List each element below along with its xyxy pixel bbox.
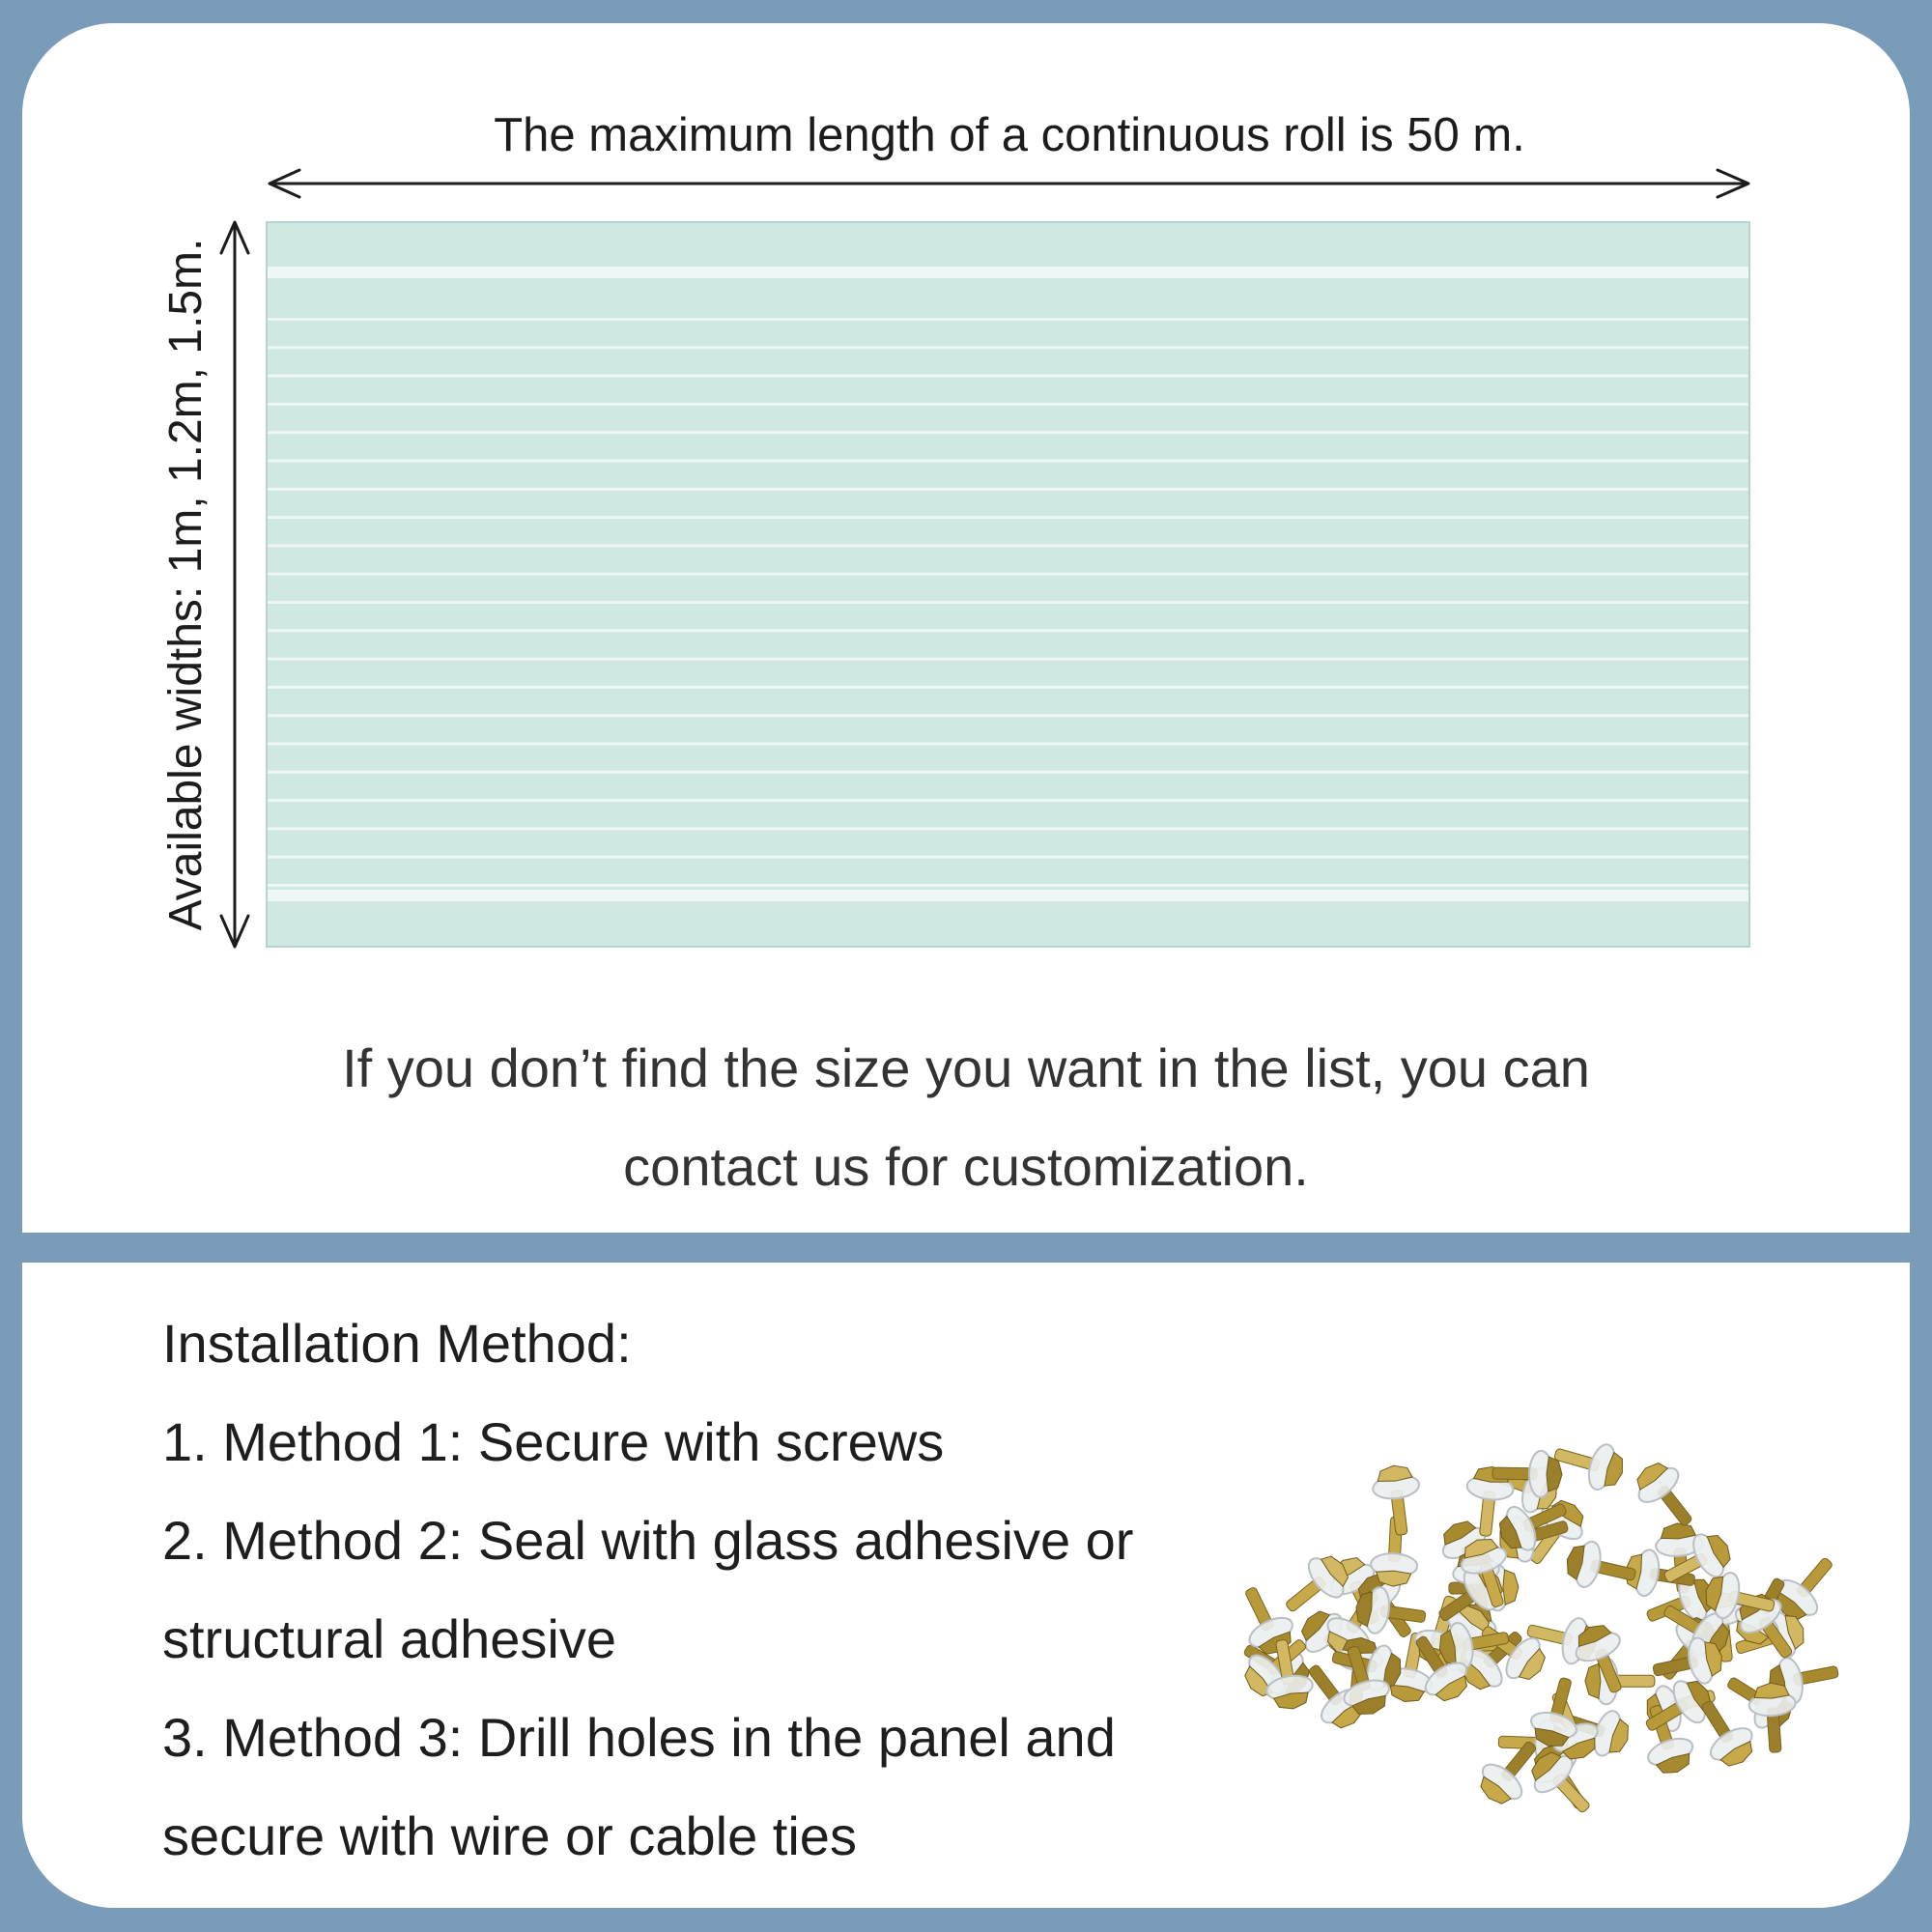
screws-image [1227, 1420, 1845, 1845]
sheet-stripe [268, 318, 1748, 321]
sheet-stripe [268, 375, 1748, 378]
screw [1585, 1658, 1655, 1704]
sheet-stripe [268, 601, 1748, 604]
installation-title: Installation Method: [162, 1313, 632, 1374]
width-label: Available widths: 1m, 1.2m, 1.5m. [160, 238, 212, 931]
sheet-stripe [268, 346, 1748, 349]
sheet-stripe [268, 686, 1748, 689]
sheet-stripe [268, 658, 1748, 661]
sheet-stripe [268, 516, 1748, 519]
sheet-stripe [268, 743, 1748, 746]
sheet-stripe [268, 573, 1748, 576]
sheet-stripe [268, 544, 1748, 547]
length-label: The maximum length of a continuous roll is 50 m. [494, 109, 1525, 161]
sheet-stripe [268, 460, 1748, 463]
sheet-stripe [268, 771, 1748, 774]
customization-note-line-1: If you don’t find the size you want in the list, you can [342, 1037, 1590, 1098]
sheet-stripes [268, 223, 1748, 946]
installation-line: structural adhesive [162, 1608, 617, 1669]
sheet-stripe [268, 403, 1748, 406]
customization-note [242, 1019, 1690, 1216]
screw [1562, 1537, 1640, 1598]
sheet-stripe [268, 827, 1748, 830]
sheet-stripe [268, 629, 1748, 632]
installation-methods [162, 1294, 1244, 1886]
sheet-stripe [268, 714, 1748, 717]
sheet-stripe [268, 488, 1748, 491]
sheet-stripe [268, 267, 1748, 278]
installation-line: 3. Method 3: Drill holes in the panel and [162, 1707, 1116, 1768]
sheet-stripe [268, 890, 1748, 901]
screw [1627, 1454, 1706, 1537]
installation-line: secure with wire or cable ties [162, 1805, 857, 1866]
sheet-stripe [268, 799, 1748, 802]
screw [1371, 1463, 1425, 1537]
polycarbonate-sheet-image [266, 221, 1750, 948]
screw [1549, 1432, 1629, 1495]
installation-line: 1. Method 1: Secure with screws [162, 1411, 945, 1472]
customization-note-line-2: contact us for customization. [623, 1136, 1309, 1197]
sheet-stripe [268, 431, 1748, 434]
sheet-stripe [268, 884, 1748, 887]
sheet-stripe [268, 856, 1748, 859]
installation-line: 2. Method 2: Seal with glass adhesive or [162, 1510, 1134, 1571]
